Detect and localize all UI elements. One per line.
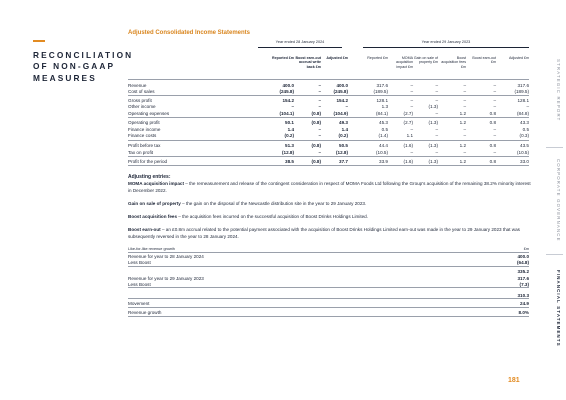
column-header: Gain on sale of property £m bbox=[413, 56, 438, 65]
column-header: Boost earn-out £m bbox=[472, 56, 496, 65]
table-cell: – bbox=[318, 98, 321, 103]
column-header: Adjusted £m bbox=[326, 56, 348, 60]
table-rule bbox=[128, 140, 529, 141]
table-row bbox=[128, 88, 529, 95]
table-cell: – bbox=[410, 83, 413, 88]
lfl-row bbox=[128, 281, 529, 288]
table-rule bbox=[128, 165, 529, 166]
adjustment-moma bbox=[128, 181, 533, 194]
table-rule bbox=[128, 156, 529, 157]
table-row bbox=[128, 110, 529, 117]
table-cell: – bbox=[493, 98, 496, 103]
adjustment-boost-fees bbox=[128, 214, 533, 221]
table-row bbox=[128, 103, 529, 110]
lfl-label: Less Boost bbox=[128, 260, 151, 265]
table-cell: (0.8) bbox=[311, 111, 321, 116]
table-cell: 1.2 bbox=[459, 143, 466, 148]
table-cell: – bbox=[318, 150, 321, 155]
table-cell: – bbox=[435, 98, 438, 103]
table-cell: – bbox=[463, 104, 466, 109]
table-cell: – bbox=[318, 89, 321, 94]
table-cell: – bbox=[410, 127, 413, 132]
table-cell: (1.6) bbox=[403, 143, 413, 148]
page-heading-block bbox=[33, 40, 134, 84]
lfl-rule bbox=[128, 307, 529, 308]
lfl-value: 310.3 bbox=[517, 293, 529, 298]
lfl-rule bbox=[128, 266, 529, 267]
table-cell: – bbox=[435, 89, 438, 94]
lfl-rule bbox=[128, 316, 529, 317]
table-cell: (104.1) bbox=[279, 111, 294, 116]
table-cell: 0.8 bbox=[489, 159, 496, 164]
row-label: Other income bbox=[128, 104, 156, 109]
table-cell: – bbox=[291, 104, 294, 109]
nav-corporate-governance[interactable]: CORPORATE GOVERNANCE bbox=[556, 158, 561, 242]
period-header-2023: Year ended 29 January 2023 bbox=[421, 40, 471, 44]
table-cell: 49.3 bbox=[339, 120, 348, 125]
table-cell: (0.3) bbox=[519, 133, 529, 138]
column-header: Reported £m bbox=[367, 56, 388, 60]
table-cell: – bbox=[493, 89, 496, 94]
table-cell: 317.6 bbox=[376, 83, 388, 88]
table-cell: – bbox=[435, 83, 438, 88]
table-row bbox=[128, 142, 529, 149]
table-cell: (10.5) bbox=[516, 150, 529, 155]
table-cell: – bbox=[435, 150, 438, 155]
page-heading: RECONCILIATION OF NON-GAAP MEASURES bbox=[33, 49, 134, 83]
table-row bbox=[128, 149, 529, 156]
table-cell: 43.5 bbox=[520, 143, 529, 148]
table-cell: 0.5 bbox=[381, 127, 388, 132]
table-cell: – bbox=[463, 127, 466, 132]
table-cell: 400.0 bbox=[336, 83, 348, 88]
table-cell: 44.4 bbox=[379, 143, 388, 148]
table-cell: (1.3) bbox=[428, 143, 438, 148]
table-cell: 154.2 bbox=[336, 98, 348, 103]
table-cell: 50.5 bbox=[339, 143, 348, 148]
adjustment-boost-earnout bbox=[128, 227, 533, 240]
lfl-value: 24.9 bbox=[520, 301, 529, 306]
table-cell: (2.7) bbox=[403, 120, 413, 125]
lfl-header-unit: £m bbox=[523, 247, 529, 251]
adjustments-title: Adjusting entries: bbox=[128, 174, 171, 180]
adjustment-text: – the gain on the disposal of the Newcastle distribution site in the year to 29 January 2023. bbox=[180, 201, 367, 206]
table-cell: 45.3 bbox=[379, 120, 388, 125]
table-cell: (0.8) bbox=[311, 120, 321, 125]
row-label: Tax on profit bbox=[128, 150, 154, 155]
table-cell: (0.8) bbox=[311, 143, 321, 148]
table-cell: 0.8 bbox=[489, 120, 496, 125]
table-cell: (1.6) bbox=[403, 159, 413, 164]
period-rule-2023 bbox=[363, 47, 529, 48]
lfl-value: (64.8) bbox=[516, 260, 529, 265]
table-cell: – bbox=[345, 104, 348, 109]
table-row bbox=[128, 158, 529, 165]
lfl-label: Revenue for year to 29 January 2023 bbox=[128, 276, 204, 281]
adjustment-term: MOMA acquisition impact bbox=[128, 181, 184, 186]
adjustment-term: Gain on sale of property bbox=[128, 201, 181, 206]
nav-separator bbox=[546, 254, 563, 255]
lfl-label: Revenue growth bbox=[128, 310, 162, 315]
table-cell: (1.3) bbox=[428, 120, 438, 125]
table-rule bbox=[128, 117, 529, 118]
table-cell: 43.3 bbox=[520, 120, 529, 125]
nav-strategic-report[interactable]: STRATEGIC REPORT bbox=[556, 58, 561, 122]
accent-rule bbox=[33, 40, 45, 42]
table-cell: 1.1 bbox=[406, 133, 413, 138]
table-cell: – bbox=[463, 98, 466, 103]
table-cell: 128.1 bbox=[517, 98, 529, 103]
table-cell: (245.8) bbox=[333, 89, 348, 94]
table-cell: (10.5) bbox=[375, 150, 388, 155]
table-cell: 128.1 bbox=[376, 98, 388, 103]
table-row bbox=[128, 119, 529, 126]
header-rule bbox=[128, 79, 529, 80]
adjustment-term: Boost earn-out bbox=[128, 227, 161, 232]
adjustment-text: – an £0.8m accrual related to the potential payment associated with the acquisition of Boost Drinks Holdings Limited earn-out was made in the year to 29 January 2023 that was subsequently reversed in the year to 28 January 2024. bbox=[128, 227, 520, 239]
table-cell: – bbox=[463, 150, 466, 155]
table-cell: (0.2) bbox=[338, 133, 348, 138]
table-cell: 1.4 bbox=[287, 127, 294, 132]
table-cell: 1.2 bbox=[459, 159, 466, 164]
table-cell: 33.9 bbox=[379, 159, 388, 164]
lfl-header-label: Like-for-like revenue growth bbox=[128, 247, 175, 251]
table-cell: (245.8) bbox=[279, 89, 294, 94]
lfl-row bbox=[128, 268, 529, 275]
table-cell: 154.2 bbox=[282, 98, 294, 103]
table-cell: – bbox=[463, 83, 466, 88]
table-cell: (12.8) bbox=[335, 150, 348, 155]
table-cell: – bbox=[410, 89, 413, 94]
column-header: Reported £m bbox=[272, 56, 294, 60]
table-cell: – bbox=[526, 104, 529, 109]
nav-financial-statements[interactable]: FINANCIAL STATEMENTS bbox=[556, 269, 561, 347]
row-label: Revenue bbox=[128, 83, 147, 88]
table-cell: 317.6 bbox=[517, 83, 529, 88]
table-cell: – bbox=[410, 98, 413, 103]
adjustment-term: Boost acquisition fees bbox=[128, 214, 178, 219]
column-header: Adjusted £m bbox=[509, 56, 529, 60]
table-cell: 50.1 bbox=[285, 120, 294, 125]
column-header: MOMA acquisition impact £m bbox=[396, 56, 413, 69]
period-rule-2024 bbox=[258, 47, 342, 48]
table-cell: 0.8 bbox=[489, 143, 496, 148]
table-cell: – bbox=[463, 133, 466, 138]
table-cell: – bbox=[318, 127, 321, 132]
table-cell: – bbox=[493, 127, 496, 132]
lfl-row bbox=[128, 292, 529, 299]
lfl-value: 8.0% bbox=[518, 310, 529, 315]
row-label: Cost of sales bbox=[128, 89, 155, 94]
table-cell: (84.1) bbox=[375, 111, 388, 116]
adjustment-property bbox=[128, 201, 533, 208]
lfl-row bbox=[128, 300, 529, 307]
table-cell: 51.3 bbox=[285, 143, 294, 148]
table-cell: (189.5) bbox=[514, 89, 529, 94]
table-cell: 0.5 bbox=[522, 127, 529, 132]
column-header: Boost earn-out accrual write back £m bbox=[295, 56, 321, 69]
table-cell: – bbox=[318, 133, 321, 138]
table-cell: – bbox=[435, 133, 438, 138]
table-cell: – bbox=[318, 104, 321, 109]
table-cell: 38.5 bbox=[285, 159, 294, 164]
table-cell: (1.3) bbox=[428, 159, 438, 164]
table-cell: (12.8) bbox=[281, 150, 294, 155]
table-cell: – bbox=[435, 111, 438, 116]
table-row bbox=[128, 132, 529, 139]
table-cell: (0.8) bbox=[311, 159, 321, 164]
table-cell: (104.9) bbox=[333, 111, 348, 116]
lfl-row bbox=[128, 259, 529, 266]
table-cell: – bbox=[493, 133, 496, 138]
table-cell: – bbox=[463, 89, 466, 94]
table-cell: – bbox=[410, 150, 413, 155]
table-cell: – bbox=[493, 104, 496, 109]
table-cell: – bbox=[318, 83, 321, 88]
lfl-value: 317.6 bbox=[517, 276, 529, 281]
table-cell: 0.8 bbox=[489, 111, 496, 116]
table-cell: – bbox=[410, 104, 413, 109]
table-cell: – bbox=[435, 127, 438, 132]
table-cell: – bbox=[493, 150, 496, 155]
row-label: Finance costs bbox=[128, 133, 157, 138]
column-header: Boost acquisition fees £m bbox=[441, 56, 466, 69]
nav-separator bbox=[546, 147, 563, 148]
table-cell: 1.3 bbox=[381, 104, 388, 109]
page-number: 181 bbox=[508, 377, 520, 384]
row-label: Profit before tax bbox=[128, 143, 161, 148]
row-label: Profit for the period bbox=[128, 159, 168, 164]
table-cell: (189.5) bbox=[373, 89, 388, 94]
section-title: Adjusted Consolidated Income Statements bbox=[128, 30, 251, 36]
table-rule bbox=[128, 95, 529, 96]
row-label: Finance income bbox=[128, 127, 161, 132]
table-cell: (2.7) bbox=[403, 111, 413, 116]
table-cell: 1.2 bbox=[459, 111, 466, 116]
table-cell: 33.0 bbox=[520, 159, 529, 164]
lfl-label: Less Boost bbox=[128, 282, 151, 287]
lfl-value: 400.0 bbox=[517, 254, 529, 259]
table-cell: 1.2 bbox=[459, 120, 466, 125]
row-label: Gross profit bbox=[128, 98, 152, 103]
row-label: Operating profit bbox=[128, 120, 160, 125]
lfl-value: (7.3) bbox=[519, 282, 529, 287]
lfl-value: 335.2 bbox=[517, 269, 529, 274]
lfl-label: Revenue for year to 28 January 2024 bbox=[128, 254, 204, 259]
table-cell: 400.0 bbox=[282, 83, 294, 88]
lfl-row bbox=[128, 309, 529, 316]
table-cell: (1.3) bbox=[428, 104, 438, 109]
table-cell: – bbox=[493, 83, 496, 88]
adjustment-text: – the remeasurement and release of the contingent consideration in respect of MOMA Foods Ltd following the Group's acquisition of the remaining 38.2% minority interest in December 2022. bbox=[128, 181, 531, 193]
period-header-2024: Year ended 28 January 2024 bbox=[275, 40, 325, 44]
table-cell: (0.2) bbox=[284, 133, 294, 138]
lfl-label: Movement bbox=[128, 301, 150, 306]
table-cell: 37.7 bbox=[339, 159, 348, 164]
table-cell: (1.4) bbox=[378, 133, 388, 138]
table-cell: 1.4 bbox=[341, 127, 348, 132]
table-cell: (84.8) bbox=[516, 111, 529, 116]
row-label: Operating expenses bbox=[128, 111, 170, 116]
adjustment-text: – the acquisition fees incurred on the successful acquisition of Boost Drinks Holdings Limited. bbox=[177, 214, 369, 219]
